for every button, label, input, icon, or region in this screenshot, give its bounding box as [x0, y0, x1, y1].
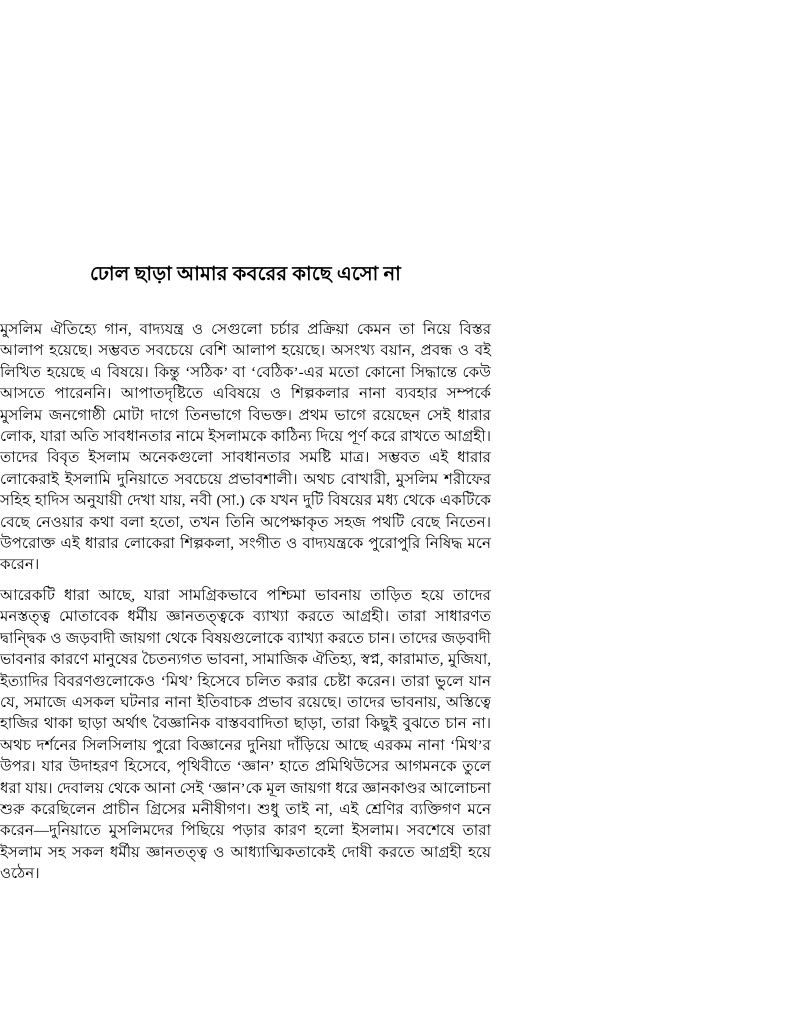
- paragraph: আরেকটি ধারা আছে, যারা সামগ্রিকভাবে পশ্চিমা ভাবনায় তাড়িত হয়ে তাদের মনস্তত্ত্ব মোতাবেক ধর্মীয় জ্ঞানতত্ত্বকে ব্যাখ্যা করতে আগ্রহী। তারা সাধারণত দ্বান্দ্বিক ও জড়বাদী জায়গা থেকে বিষয়গুলোকে ব্যাখ্যা করতে চান। তাদের জড়বাদী ভাবনার কারণে মানুষের চৈতন্যগত ভাবনা, সামাজিক ঐতিহ্য, স্বপ্ন, কারামাত, মুজিযা, ইত্যাদির বিবরণগুলোকেও ‘মিথ’ হিসেবে চলিত করার চেষ্টা করেন। তারা ভুলে যান যে, সমাজে এসকল ঘটনার নানা ইতিবাচক প্রভাব রয়েছে। তাদের ভাবনায়, অস্তিত্বে হাজির থাকা ছাড়া অর্থাৎ বৈজ্ঞানিক বাস্তববাদিতা ছাড়া, তারা কিছুই বুঝতে চান না। অথচ দর্শনের সিলসিলায় পুরো বিজ্ঞানের দুনিয়া দাঁড়িয়ে আছে এরকম নানা ‘মিথ’র উপর। যার উদাহরণ হিসেবে, পৃথিবীতে ‘জ্ঞান’ হাতে প্রমিথিউসের আগমনকে তুলে ধরা যায়। দেবালয় থেকে আনা সেই ‘জ্ঞান’কে মূল জায়গা ধরে জ্ঞানকাণ্ডর আলোচনা শুরু করেছিলেন প্রাচীন গ্রিসের মনীষীগণ। শুধু তাই না, এই শ্রেণির ব্যক্তিগণ মনে করেন—দুনিয়াতে মুসলিমদের পিছিয়ে পড়ার কারণ হলো ইসলাম। সবশেষে তারা ইসলাম সহ সকল ধর্মীয় জ্ঞানতত্ত্ব ও আধ্যাত্মিকতাকেই দোষী করতে আগ্রহী হয়ে ওঠেন।: [0, 587, 491, 883]
- page-title: ঢোল ছাড়া আমার কবরের কাছে এসো না: [89, 264, 401, 285]
- body-text-block: [0, 320, 491, 886]
- paragraph: মুসলিম ঐতিহ্যে গান, বাদ্যযন্ত্র ও সেগুলো চর্চার প্রক্রিয়া কেমন তা নিয়ে বিস্তর আলাপ হয়েছে। সম্ভবত সবচেয়ে বেশি আলাপ হয়েছে। অসংখ্য বয়ান, প্রবন্ধ ও বই লিখিত হয়েছে এ বিষয়ে। কিন্তু ‘সঠিক’ বা ‘বেঠিক’-এর মতো কোনো সিদ্ধান্তে কেউ আসতে পারেননি। আপাতদৃষ্টিতে এবিষয়ে ও শিল্পকলার নানা ব্যবহার সম্পর্কে মুসলিম জনগোষ্ঠী মোটা দাগে তিনভাগে বিভক্ত। প্রথম ভাগে রয়েছেন সেই ধারার লোক, যারা অতি সাবধানতার নামে ইসলামকে কাঠিন্য দিয়ে পূর্ণ করে রাখতে আগ্রহী। তাদের বিবৃত ইসলাম অনেকগুলো সাবধানতার সমষ্টি মাত্র। সম্ভবত এই ধারার লোকেরাই ইসলামি দুনিয়াতে সবচেয়ে প্রভাবশালী। অথচ বোখারী, মুসলিম শরীফের সহিহ হাদিস অনুযায়ী দেখা যায়, নবী (সা.) কে যখন দুটি বিষয়ের মধ্য থেকে একটিকে বেছে নেওয়ার কথা বলা হতো, তখন তিনি অপেক্ষাকৃত সহজ পথটি বেছে নিতেন। উপরোক্ত এই ধারার লোকেরা শিল্পকলা, সংগীত ও বাদ্যযন্ত্রকে পুরোপুরি নিষিদ্ধ মনে করেন।: [0, 322, 491, 574]
